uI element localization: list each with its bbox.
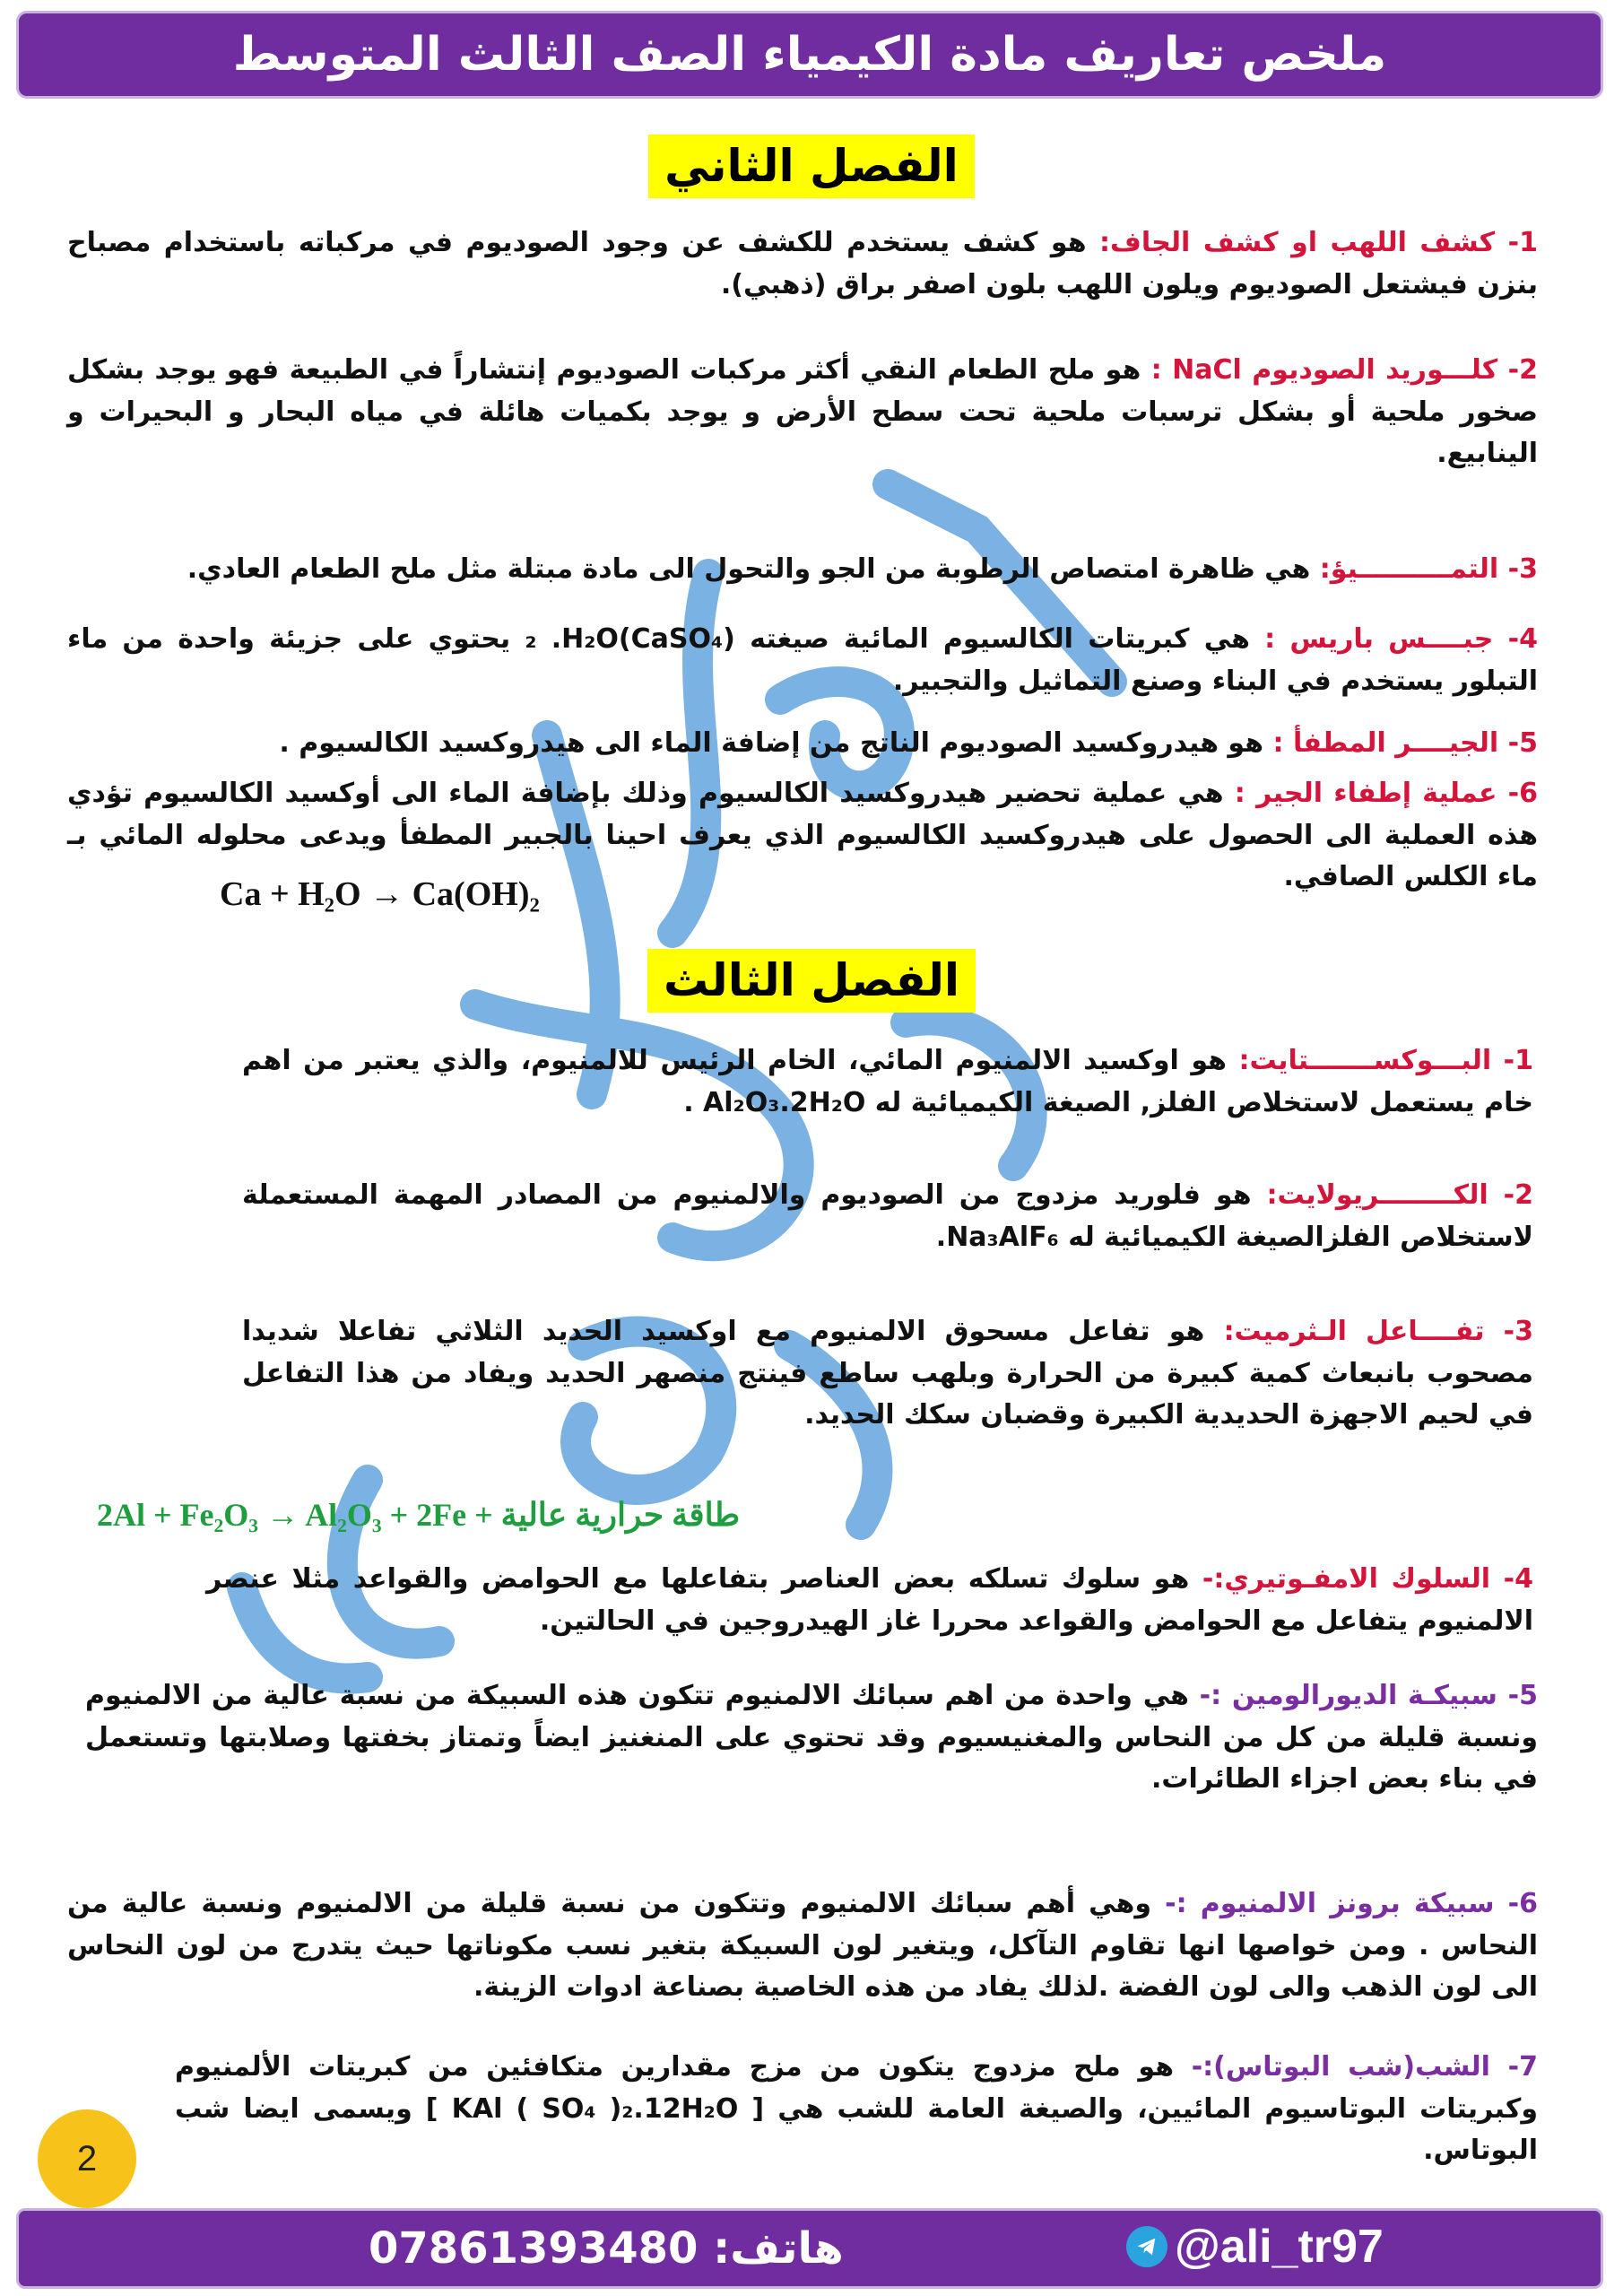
chapter-2-title: [0, 135, 1623, 198]
definition: هو اوكسيد الالمنيوم المائي، الخام الرئيس للالمنيوم، والذي يعتبر من اهم خام يستعمل لاستخلاص الفلز, الصيغة الكيميائية له Al₂O₃.2H₂O .: [242, 1045, 1533, 1118]
thermite-equation: 2Al + Fe₂O₃ → Al₂O₃ + 2Fe + طاقة حرارية عالية: [97, 1497, 741, 1533]
term: 2- كلـــوريد الصوديوم NaCl :: [1150, 354, 1538, 386]
term: 3- تفــــاعل الـثرميت:: [1223, 1316, 1533, 1347]
term: 6- عملية إطفاء الجير :: [1234, 778, 1539, 809]
list-item: [67, 619, 1538, 702]
term: 1- كشف اللهب او كشف الجاف:: [1099, 227, 1538, 258]
definition: هو هيدروكسيد الصوديوم الناتج من إضافة الماء الى هيدروكسيد الكالسيوم .: [279, 727, 1264, 759]
term: 3- التمــــــــــيؤ:: [1319, 553, 1538, 585]
list-item: [175, 2047, 1538, 2172]
chapter-3-title: [0, 949, 1623, 1013]
list-item: [85, 1675, 1538, 1801]
definition: هو كشف يستخدم للكشف عن وجود الصوديوم في مركباته باستخدام مصباح بنزن فيشتعل الصوديوم ويلون اللهب بلون اصفر براق (ذهبي).: [67, 227, 1538, 300]
definition: هو ملح الطعام النقي أكثر مركبات الصوديوم إنتشاراً في الطبيعة فهو يوجد بشكل صخور ملحية أو بشكل ترسبات ملحية تحت سطح الأرض و يوجد بكميات هائلة في مياه البحار و البحيرات و الينابيع.: [67, 354, 1538, 469]
definition: هي ظاهرة امتصاص الرطوبة من الجو والتحول الى مادة مبتلة مثل ملح الطعام العادي.: [187, 553, 1311, 585]
list-item: [67, 723, 1538, 765]
slaking-equation: Ca + H₂O → Ca(OH)₂: [220, 875, 540, 913]
telegram-handle[interactable]: [1126, 2220, 1384, 2274]
definition: هي كبريتات الكالسيوم المائية صيغته (CaSO₄)₂ .H₂O يحتوي على جزيئة واحدة من ماء التبلور يستخدم في البناء وصنع التماثيل والتجبير.: [67, 623, 1538, 697]
list-item: [67, 1883, 1538, 2009]
list-item: [67, 549, 1538, 591]
list-item: [242, 1311, 1533, 1437]
definition: هو سلوك تسلكه بعض العناصر بتفاعلها مع الحوامض والقواعد مثلا عنصر الالمنيوم يتفاعل مع الحوامض والقواعد محررا غاز الهيدروجين في الحالتين.: [206, 1563, 1533, 1637]
term: 5- الجيــــر المطفأ :: [1272, 727, 1538, 759]
definition: هو تفاعل مسحوق الالمنيوم مع اوكسيد الحديد الثلاثي تفاعلا شديدا مصحوب بانبعاث كمية كبيرة من الحرارة وبلهب ساطع فينتج منصهر الحديد ويفاد من هذا التفاعل في لحيم الاجهزة الحديدية الكبيرة وقضبان سكك الحديد.: [242, 1316, 1533, 1431]
list-item: [242, 1175, 1533, 1258]
term: 4- جبــــس باريس :: [1264, 623, 1538, 655]
page-title: ملخص تعاريف مادة الكيمياء الصف الثالث المتوسط: [232, 28, 1387, 82]
term: 6- سبيكة برونز الالمنيوم :-: [1165, 1888, 1538, 1919]
term: 2- الكــــــــريولايت:: [1266, 1179, 1533, 1211]
footer-bar: [16, 2208, 1603, 2289]
header-bar: [16, 11, 1603, 99]
list-item: [242, 1040, 1533, 1124]
term: 7- الشب(شب البوتاس):-: [1191, 2051, 1538, 2083]
definition: هي عملية تحضير هيدروكسيد الكالسيوم وذلك بإضافة الماء الى أوكسيد الكالسيوم تؤدي هذه العملية الى الحصول على هيدروكسيد الكالسيوم الذي يعرف احينا بالجبير المطفأ ويدعى محلوله المائي بـ ماء الكلس الصافي.: [67, 778, 1538, 892]
definition: هو ملح مزدوج يتكون من مزج مقدارين متكافئين من كبريتات الألمنيوم وكبريتات البوتاسيوم المائيين، والصيغة العامة للشب هي [ KAl ( SO₄ )₂.12H₂O ] ويسمى ايضا شب البوتاس.: [175, 2051, 1539, 2166]
list-item: [67, 350, 1538, 475]
telegram-handle-text: @ali_tr97: [1175, 2221, 1384, 2273]
term: 5- سبيكـة الديورالومين :-: [1199, 1680, 1538, 1711]
definition: وهي أهم سبائك الالمنيوم وتتكون من نسبة قليلة من الالمنيوم ونسبة عالية من النحاس . ومن خواصها انها تقاوم التآكل، ويتغير لون السبيكة بتغير نسب مكوناتها حيث يتدرج من لون النحاس الى لون الذهب والى لون الفضة .لذلك يفاد من هذه الخاصية بصناعة ادوات الزينة.: [67, 1888, 1538, 2003]
chapter-3-title-text: الفصل الثالث: [647, 949, 976, 1013]
chapter-2-title-text: الفصل الثاني: [648, 135, 975, 198]
telegram-icon: [1126, 2226, 1167, 2267]
phone-number: هاتف: 07861393480: [369, 2223, 844, 2274]
list-item: [67, 222, 1538, 306]
definition: هو فلوريد مزدوج من الصوديوم والالمنيوم من المصادر المهمة المستعملة لاستخلاص الفلزالصيغة الكيميائية له Na₃AlF₆.: [242, 1179, 1533, 1253]
definition: هي واحدة من اهم سبائك الالمنيوم تتكون هذه السبيكة من نسبة عالية من الالمنيوم ونسبة قليلة من كل من النحاس والمغنيسيوم وقد تحتوي على المنغنيز ايضاً وتمتاز بخفتها وصلابتها وتستعمل في بناء بعض اجزاء الطائرات.: [85, 1680, 1538, 1795]
term: 1- البـــوكســـــــتايت:: [1238, 1045, 1533, 1076]
list-item: [206, 1559, 1533, 1642]
term: 4- السلوك الامفـوتيري:-: [1202, 1563, 1533, 1595]
page-number: 2: [38, 2109, 136, 2208]
